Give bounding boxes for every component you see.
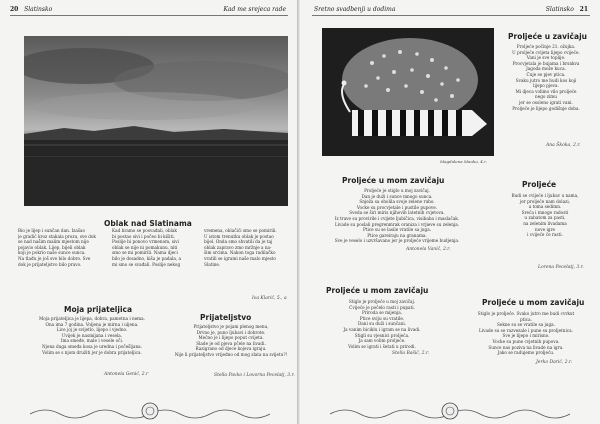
text-line: Volim se s njom družiti jer je dobra prijateljica. xyxy=(42,349,142,355)
text-line: nove igre xyxy=(535,226,555,232)
text-line: Priroda se mijenja. xyxy=(361,310,403,316)
text-line: se nad našim malim mjestom nije xyxy=(18,239,89,245)
text-line: bilo je dosadno, kiša je padala, a xyxy=(112,255,182,261)
signature-proljece-u-mom-zavicaju-3: Jerko Darić, 2.r. xyxy=(536,360,573,365)
text-line: na zelenim livadama xyxy=(523,220,567,226)
right-header xyxy=(546,6,588,18)
section-title-oblak: Oblak nad Slatinama xyxy=(104,219,192,228)
text-line: nego zimu xyxy=(535,94,557,100)
right-header-left: Sretno svadbenji u dodima xyxy=(314,6,396,13)
left-header-right: Kad me srejeca rade xyxy=(223,6,286,13)
text-line: Procvjetala je bujama i brsnkva xyxy=(512,60,580,66)
text-line: Sreća i mnoge radosti xyxy=(521,209,569,215)
text-line: ptica. xyxy=(520,316,532,322)
text-line: Stiglo je proljeće u moj zavičaj. xyxy=(348,299,416,304)
signature-oblak: Iva Klarić, 5., a xyxy=(252,296,287,301)
right-page xyxy=(300,0,600,424)
proljece-u-mom-zavicaju-1-text xyxy=(306,188,488,244)
text-line: Razigrano od djece kojeva igraju. xyxy=(195,346,267,352)
text-line: Bio je lijep i sunčan dan. Izašao xyxy=(18,228,85,233)
left-header-rule xyxy=(10,15,288,16)
text-line: Ja sam volim proljeće. xyxy=(358,338,406,344)
text-line: Moja prijateljica je lijepa, dobra, pametna i nema. xyxy=(39,316,145,321)
text-line: Budi se cvijeće i ljubav u nama, xyxy=(511,193,579,198)
text-line: jer proljeće nam dolazi, xyxy=(520,198,570,204)
text-line: Slade je od pjeva pčele na livadi. xyxy=(196,340,266,346)
text-line: Sve je veselo i uzvršavano jer je proljeće vrijeme budjenja. xyxy=(334,238,460,244)
text-line: Proljeće je lijepo godišnje doba. xyxy=(512,105,580,111)
oblak-col2 xyxy=(112,228,198,267)
text-line: Cvijeće je počelo rasti i pupati. xyxy=(349,304,415,310)
left-page-number: 20 xyxy=(10,6,19,13)
text-line: Snježa sa oholila svoje zelene ruho. xyxy=(359,199,435,205)
section-title-proljece-u-mom-zavicaju-2: Proljeće u mom zavičaju xyxy=(326,286,429,295)
text-line: Ona ima 7 godina. Voljena je mirna i uljena. xyxy=(45,321,139,327)
clouds-sea-photo xyxy=(24,36,288,206)
text-line: oblak zapravo zmo mržnje a na- xyxy=(204,244,272,250)
text-line: Vocke su pune cvjetnih pupova. xyxy=(492,338,560,344)
signature-prijateljstvo: Stella Pavko i Lovorna Pecelatj, 3.r. xyxy=(214,373,295,378)
text-line: Poslije bi ponovo vrmenom, sivi xyxy=(112,239,179,245)
text-line: Na tlađu je još sve bilo dobro. Sve xyxy=(18,255,91,261)
proljece-u-mom-zavicaju-2-text xyxy=(310,299,454,349)
text-line: dok je prijateljstvo bilo pravo. xyxy=(18,261,82,267)
right-header-title: Slatinsko xyxy=(545,6,574,13)
text-line: jer se osoleno igrati vani. xyxy=(519,99,573,105)
text-line: Ima smeđe, male i vesele oči. xyxy=(60,338,124,344)
text-line: Lice joj je svijetlo, lijepo i vjedno. xyxy=(56,327,128,333)
text-line: i cvijeće će rasti. xyxy=(527,232,563,238)
text-line: Stigli su vjesnici proljeća. xyxy=(354,332,410,338)
text-line: U proljeće cvijeta lijepo cvijeće. xyxy=(512,49,580,55)
text-line: mi smo se svađali. Poslije nekog xyxy=(112,261,181,267)
text-line: Mećno je i lijepo poput cvijeta. xyxy=(198,335,264,341)
signature-proljece-u-mom-zavicaju-2: Stella Bašić, 2.r. xyxy=(392,351,430,356)
text-line: Slatine. xyxy=(204,261,221,267)
text-line: Njena duga smeđa kosa je uredna i počešljana. xyxy=(42,343,142,349)
text-line: Jako se radujemo proljeću. xyxy=(497,350,555,356)
text-line: a toma sedimn. xyxy=(528,204,562,210)
signature-proljece: Lorena Pecelatj, 3.r. xyxy=(538,265,584,270)
section-title-prijateljstvo: Prijateljstvo xyxy=(200,313,252,322)
proljece-u-zavicaju-text xyxy=(498,44,594,111)
text-line: Livade su poslali pregrenmrak oraniza i vrjieve su zelenja. xyxy=(334,221,460,227)
text-line: pojavio oblak. Lijep, bijeli oblak xyxy=(18,244,86,250)
text-line: koji je pokrio naše sunce sunca. xyxy=(18,250,86,256)
signature-proljece-u-zavicaju: Ana Škoka, 2.r. xyxy=(546,143,581,148)
text-line: bi postao sivi i počeo bi kišiti. xyxy=(112,233,175,239)
text-line: Livade su se razvezale i pune su proljetnica. xyxy=(479,327,573,333)
text-line: Stiglo je proljeće. Svako jutro me budi cvrkut xyxy=(477,311,575,316)
text-line: Ja vanim biciklu i igram se na livadi. xyxy=(343,326,421,332)
text-line: Čuje se pjev ptica. xyxy=(526,71,566,77)
text-line: Dan je duži i sunce mnogo sunca. xyxy=(361,193,433,199)
footer-ornament xyxy=(30,402,270,420)
moja-prijateljica-text xyxy=(14,316,170,355)
text-line: Drvno je, puno ljubavi i dobrote. xyxy=(196,329,266,335)
text-line: Iz trave su provirile i cvijete ljubičica, visibaba i maslačak. xyxy=(334,215,460,221)
text-line: lijepo pjeva. xyxy=(533,83,559,89)
drawing-caption: Magdalena Mauko, 4.r. xyxy=(440,159,487,164)
oblak-col3 xyxy=(204,228,290,267)
text-line: Vocke su procvjetale i pustile pupove. xyxy=(356,204,438,210)
proljece-u-mom-zavicaju-3-text xyxy=(458,311,594,356)
text-line: Nije li prijateljstvo vrijedno od mog zlata na svijetu?! xyxy=(174,351,288,357)
text-line: vratili se igrami naše malo mjesto xyxy=(204,255,276,261)
prijateljstvo-text xyxy=(172,324,290,358)
right-header-rule xyxy=(312,15,590,16)
right-page-number: 21 xyxy=(579,6,588,13)
left-header xyxy=(10,6,52,18)
text-line: Proljeće počinje 21. ožujka. xyxy=(516,44,576,49)
text-line: Ptice su se lasile vratile sa juga. xyxy=(362,227,432,233)
text-line: vremena, oblačići smo se pomirili. xyxy=(204,228,277,233)
text-line: šim srcima. Nakon toga radilačko xyxy=(204,250,276,256)
text-line: Jagoda može kuca. xyxy=(526,66,566,72)
signature-proljece-u-mom-zavicaju-1: Antonela Vanić, 2.r. xyxy=(406,247,451,252)
oblak-col1 xyxy=(18,228,106,267)
section-title-proljece-u-mom-zavicaju-1: Proljeće u mom zavičaju xyxy=(342,176,445,185)
text-line: Proljeće je stiglo u moj zavičaj. xyxy=(364,188,430,193)
text-line: smo se mi pomirili. Nama djeci xyxy=(112,250,178,256)
landscape-photo xyxy=(24,36,288,206)
signature-moja-prijateljica: Antonela Genić, 2.r xyxy=(104,372,149,377)
text-line: Kad hramo se posvađali, oblak xyxy=(112,228,177,233)
text-line: Svaku jutro me budi kos koji xyxy=(515,77,577,83)
text-line: oblak se nije ni pomakunu, niti xyxy=(112,244,178,250)
text-line: je gradić kroz stakala prozu, sve dok xyxy=(18,233,96,239)
text-line: Sekne su se vratile sa juga. xyxy=(496,322,556,328)
text-line: bijel. Onda smo shvatili da je taj xyxy=(204,239,273,245)
section-title-proljece-u-mom-zavicaju-3: Proljeće u mom zavičaju xyxy=(482,298,585,307)
left-header-title: Slatinsko xyxy=(24,6,53,13)
text-line: Sve je lijepo i mirisno. xyxy=(502,333,550,339)
snail-drawing xyxy=(322,28,494,156)
footer-ornament-right xyxy=(330,402,570,420)
text-line: Ptice sviju su vratile. xyxy=(359,315,405,321)
section-title-proljece-u-zavicaju: Proljeće u zavičaju xyxy=(508,32,587,41)
text-line: U istom trenutku oblak je postao xyxy=(204,233,274,239)
child-drawing xyxy=(322,28,494,156)
text-line: Mi djeca volimo vilo proljeće xyxy=(515,88,577,94)
text-line: Ptice gareiraju na granama. xyxy=(367,232,427,238)
proljece-text xyxy=(496,193,594,238)
section-title-moja-prijateljica: Moja prijateljica xyxy=(64,305,133,314)
text-line: Sunce nas poziva na livade na igru. xyxy=(488,344,564,350)
text-line: Uvijek je nasmijana i vesela. xyxy=(61,332,123,338)
text-line: u zabatom za pasti, xyxy=(524,215,566,221)
text-line: Prijateljstvo je pojam plenog menu, xyxy=(193,324,269,329)
text-line: Sveda se širi miris njihovih latetnih cvjetova. xyxy=(349,210,445,216)
text-line: Vani je sve toplije. xyxy=(526,55,566,61)
section-title-proljece: Proljeće xyxy=(522,180,557,189)
text-line: Dani su duži i sunčani. xyxy=(357,321,407,327)
text-line: Volim se igrati i šetati u prirodi. xyxy=(348,343,416,349)
